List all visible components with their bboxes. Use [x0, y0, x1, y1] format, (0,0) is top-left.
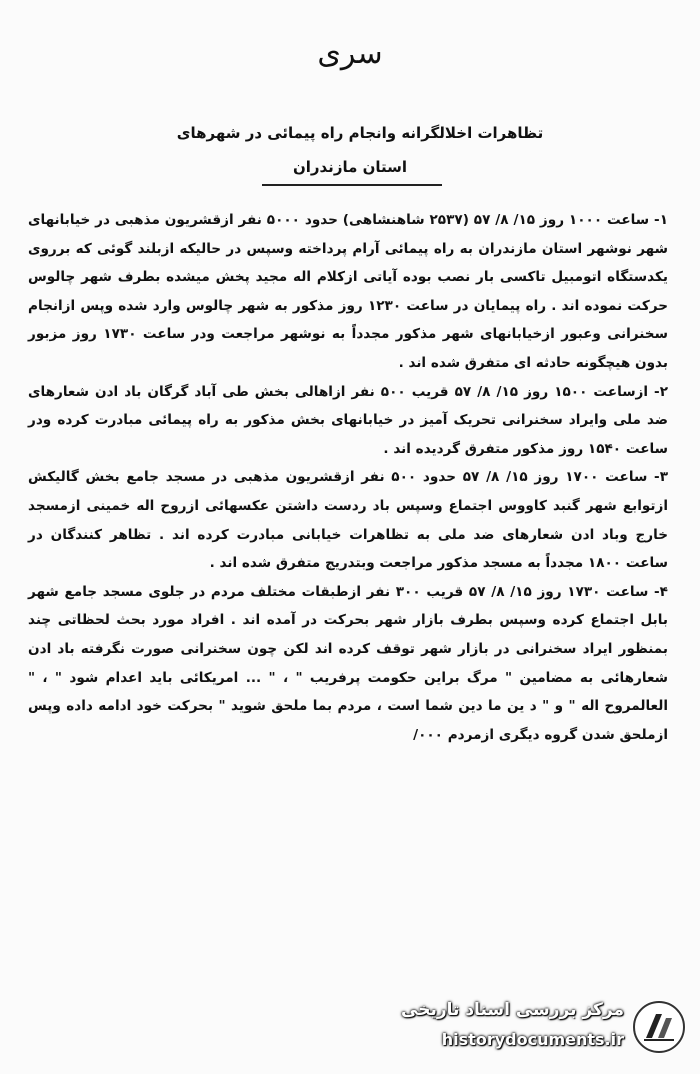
watermark-url: historydocuments.ir	[441, 1030, 624, 1049]
document-title: تظاهرات اخلالگرانه وانجام راه پیمائی در شهرهای	[176, 124, 544, 142]
watermark-name: مرکز بررسی اسناد تاریخی	[401, 1000, 624, 1020]
title-underline	[262, 184, 442, 186]
paragraph-3: ۳- ساعت ۱۷۰۰ روز ۱۵/ ۸/ ۵۷ حدود ۵۰۰ نفر ازقشریون مذهبی در مسجد جامع بخش گالیکش ازتوابع شهر گنبد کاووس اجتماع وسپس باد ردست داشتن عکسهائی ازروح اله خمینی ازمسجد خارج وباد ادن شعارهای ضد ملی به تظاهرات خیابانی مبادرت کرده اند . تظاهر کنندگان در ساعت ۱۸۰۰ مجدداً به مسجد مذکور مراجعت وبتدریج متفرق شده اند .	[28, 469, 668, 572]
document-body	[28, 206, 668, 749]
watermark	[396, 996, 686, 1060]
paragraph-2: ۲- ازساعت ۱۵۰۰ روز ۱۵/ ۸/ ۵۷ قریب ۵۰۰ نفر ازاهالی بخش طی آباد گرگان باد ادن شعارهای ضد ملی وایراد سخنرانی تحریک آمیز در خیابانهای بخش مذکور به راه پیمائی مبادرت کرده ودر ساعت ۱۵۴۰ روز مذکور متفرق گردیده اند .	[28, 383, 669, 457]
paragraph-4: ۴- ساعت ۱۷۳۰ روز ۱۵/ ۸/ ۵۷ قریب ۳۰۰ نفر ازطبقات مختلف مردم در جلوی مسجد جامع شهر بابل اجتماع کرده وسپس بطرف بازار شهر بحرکت در آمده اند . افراد مورد بحث لحظاتی چند بمنظور ایراد سخنرانی در بازار شهر توقف کرده اند لکن چون سخنرانی صورت نگرفته باد ادن شعارهائی به مضامین " مرگ براین حکومت پرفریب " ، " ... امریکائی باید اعدام شود " ، " العالمروح اله " و " د ین ما دین شما است ، مردم بما ملحق شوید " بحرکت خود ادامه داده وپس ازملحق شدن گروه دیگری ازمردم ۰۰۰/	[28, 583, 668, 743]
classification-mark: سری	[317, 36, 383, 71]
document-subtitle: استان مازندران	[292, 158, 408, 176]
archive-logo-icon	[632, 1000, 686, 1054]
paragraph-1: ۱- ساعت ۱۰۰۰ روز ۱۵/ ۸/ ۵۷ (۲۵۳۷ شاهنشاهی) حدود ۵۰۰۰ نفر ازقشریون مذهبی در خیابانهای شهر نوشهر استان مازندران به راه پیمائی آرام پرداخته وسپس در حالیکه ازبلند گوئی که برروی یکدستگاه اتومبیل تاکسی بار نصب بوده آیاتی ازکلام اله مجید پخش میشده بطرف شهر چالوس حرکت نموده اند . راه پیمایان در ساعت ۱۲۳۰ روز مذکور به شهر چالوس وارد شده وپس ازانجام سخنرانی وعبور ازخیابانهای شهر مذکور مجدداً به نوشهر مراجعت ودر ساعت ۱۷۳۰ روز مزبور بدون هیچگونه حادثه ای متفرق شده اند .	[28, 212, 668, 371]
